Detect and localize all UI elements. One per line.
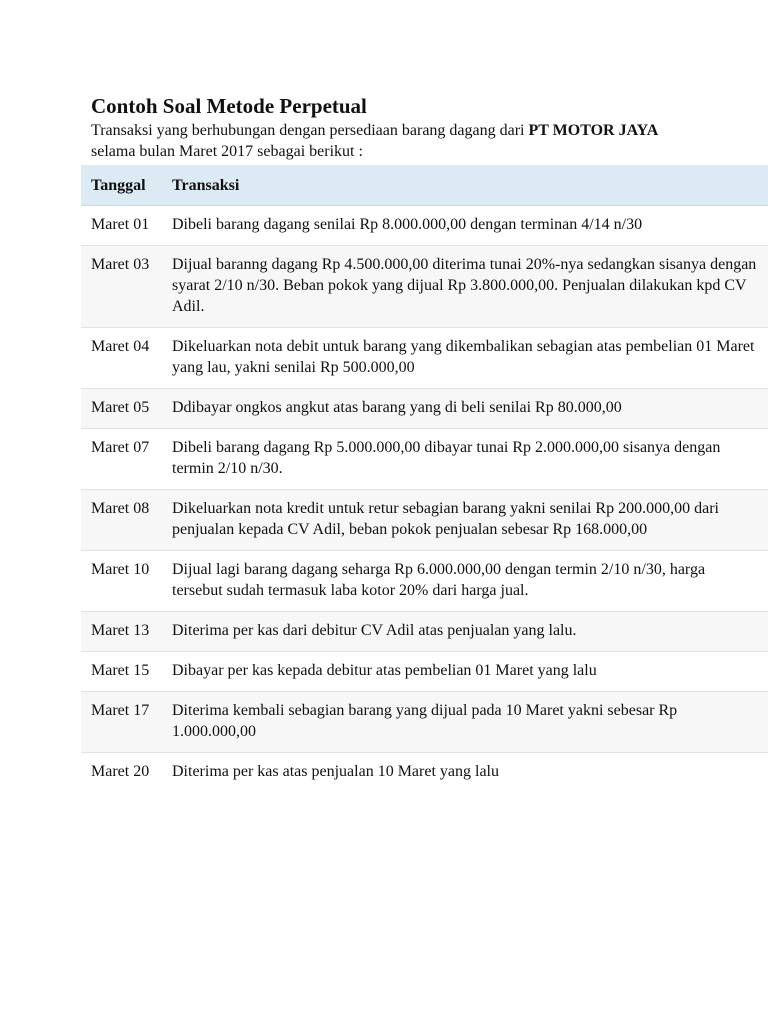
document-content — [91, 92, 768, 792]
intro-text-before: Transaksi yang berhubungan dengan persediaan barang dagang dari — [91, 122, 529, 139]
row-transaction: Dikeluarkan nota kredit untuk retur sebagian barang yakni senilai Rp 200.000,00 dari penjualan kepada CV Adil, beban pokok penjualan sebesar Rp 168.000,00 — [162, 490, 768, 551]
row-date: Maret 04 — [81, 328, 162, 389]
row-date: Maret 20 — [91, 763, 150, 780]
table-row — [81, 692, 768, 753]
row-date: Maret 15 — [81, 652, 162, 692]
table-row — [81, 206, 768, 246]
row-date: Maret 05 — [81, 389, 162, 429]
row-transaction: Diterima kembali sebagian barang yang dijual pada 10 Maret yakni sebesar Rp 1.000.000,00 — [162, 692, 768, 753]
header-transaction: Transaksi — [162, 165, 768, 206]
row-transaction: Dibayar per kas kepada debitur atas pembelian 01 Maret yang lalu — [162, 652, 768, 692]
row-date: Maret 13 — [81, 612, 162, 652]
table-header — [81, 165, 768, 206]
table-row — [81, 652, 768, 692]
row-transaction: Diterima per kas dari debitur CV Adil atas penjualan yang lalu. — [162, 612, 768, 652]
intro-paragraph — [91, 120, 691, 162]
row-transaction: Dibeli barang dagang senilai Rp 8.000.000,00 dengan terminan 4/14 n/30 — [162, 206, 768, 246]
table-row — [81, 753, 768, 793]
row-transaction: Diterima per kas atas penjualan 10 Maret yang lalu — [172, 763, 499, 780]
table-row — [81, 328, 768, 389]
row-transaction: Dibeli barang dagang Rp 5.000.000,00 dibayar tunai Rp 2.000.000,00 sisanya dengan termin 2/10 n/30. — [162, 429, 768, 490]
table-row — [81, 429, 768, 490]
row-transaction: Dijual baranng dagang Rp 4.500.000,00 diterima tunai 20%-nya sedangkan sisanya dengan syarat 2/10 n/30. Beban pokok yang dijual Rp 3.800.000,00. Penjualan dilakukan kpd CV Adil. — [162, 246, 768, 328]
table-body — [81, 206, 768, 793]
intro-text-after: selama bulan Maret 2017 sebagai berikut : — [91, 143, 363, 160]
row-transaction: Ddibayar ongkos angkut atas barang yang di beli senilai Rp 80.000,00 — [162, 389, 768, 429]
table-row — [81, 490, 768, 551]
row-date: Maret 01 — [81, 206, 162, 246]
row-transaction: Dikeluarkan nota debit untuk barang yang dikembalikan sebagian atas pembelian 01 Maret yang lau, yakni senilai Rp 500.000,00 — [162, 328, 768, 389]
table-row — [81, 389, 768, 429]
transactions-table — [81, 165, 768, 792]
header-date: Tanggal — [81, 165, 162, 206]
row-date: Maret 08 — [81, 490, 162, 551]
company-name: PT MOTOR JAYA — [528, 122, 659, 139]
header-row — [81, 165, 768, 206]
row-date: Maret 17 — [81, 692, 162, 753]
row-date: Maret 03 — [81, 246, 162, 328]
row-transaction: Dijual lagi barang dagang seharga Rp 6.000.000,00 dengan termin 2/10 n/30, harga tersebut sudah termasuk laba kotor 20% dari harga jual. — [162, 551, 768, 612]
row-date: Maret 10 — [81, 551, 162, 612]
row-date: Maret 07 — [81, 429, 162, 490]
document-title: Contoh Soal Metode Perpetual — [91, 94, 367, 118]
table-row — [81, 246, 768, 328]
table-row — [81, 612, 768, 652]
table-row — [81, 551, 768, 612]
